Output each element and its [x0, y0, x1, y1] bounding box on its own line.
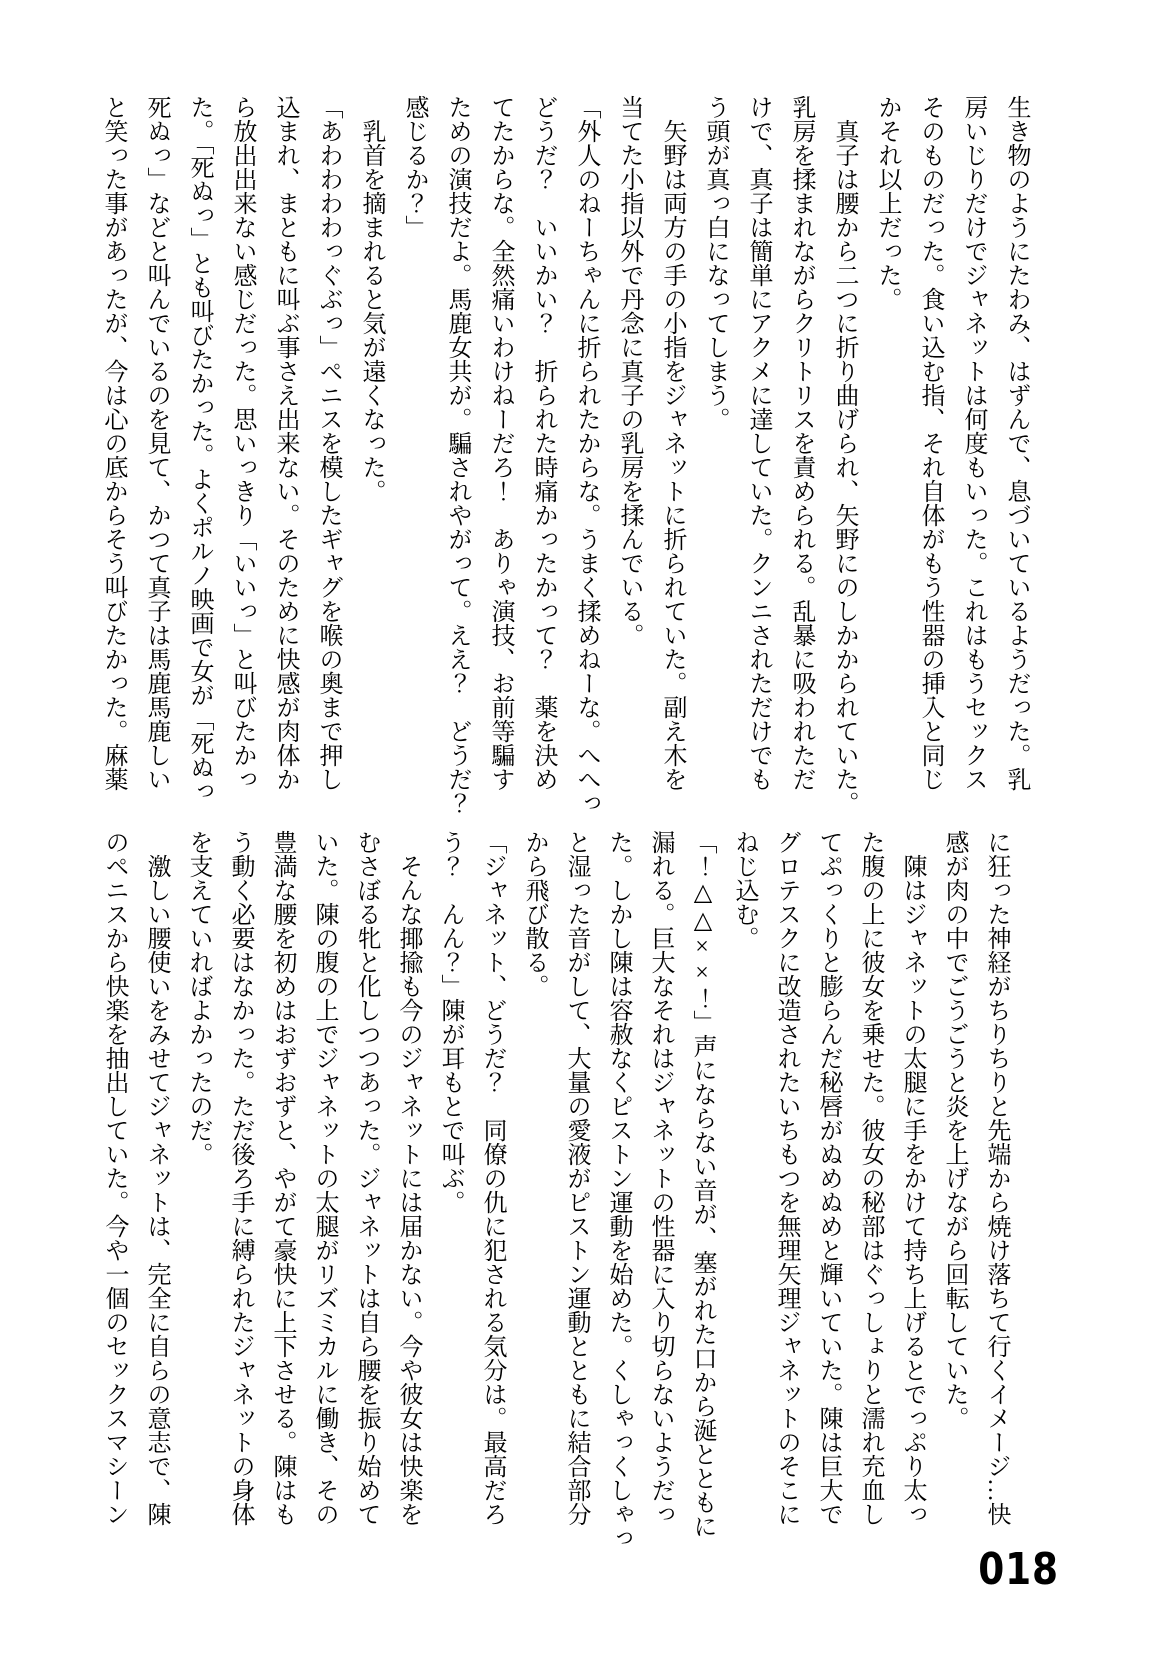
text-column: 陳はジャネットの太腿に手をかけて持ち上げるとでっぷり太っ: [899, 830, 925, 1526]
text-column: う動く必要はなかった。ただ後ろ手に縛られたジャネットの身体: [227, 830, 253, 1526]
text-column: そんな揶揄も今のジャネットには届かない。今や彼女は快楽を: [395, 830, 421, 1526]
text-column: う？ んん？」陳が耳もとで叫ぶ。: [437, 830, 463, 1214]
text-column: 死ぬっ」などと叫んでいるのを見て、かつて真子は馬鹿馬鹿しい: [143, 95, 169, 791]
text-block-bottom: [93, 830, 1017, 1550]
text-column: かそれ以上だった。: [874, 95, 900, 311]
text-column: 乳首を摘まれると気が遠くなった。: [358, 95, 384, 503]
text-column: ための演技だよ。馬鹿女共が。騙されやがって。ええ？ どうだ？: [444, 95, 470, 815]
text-column: に狂った神経がちりちりと先端から焼け落ちて行くイメージ…快: [983, 830, 1009, 1526]
text-column: 「！△△××！」声にならない音が、塞がれた口から涎とともに: [689, 830, 715, 1538]
text-column: 当てた小指以外で丹念に真子の乳房を揉んでいる。: [616, 95, 642, 647]
text-column: 感じるか？」: [401, 95, 427, 239]
text-column: 「外人のねーちゃんに折られたからな。うまく揉めねーな。へへっ: [573, 95, 599, 815]
text-column: 生き物のようにたわみ、はずんで、息づいているようだった。乳: [1003, 95, 1029, 791]
text-column: どうだ？ いいかい？ 折られた時痛かったかって？ 薬を決め: [530, 95, 556, 791]
text-column: た腹の上に彼女を乗せた。彼女の秘部はぐっしょりと濡れ充血し: [857, 830, 883, 1526]
page-number: 018: [978, 1544, 1059, 1595]
text-column: 「ジャネット、どうだ？ 同僚の仇に犯される気分は。最高だろ: [479, 830, 505, 1526]
text-column: ら放出出来ない感じだった。思いっきり「いいっ」と叫びたかっ: [229, 95, 255, 791]
text-column: 房いじりだけでジャネットは何度もいった。これはもうセックス: [960, 95, 986, 791]
text-column: 感が肉の中でごうごうと炎を上げながら回転していた。: [941, 830, 967, 1430]
text-column: た。「死ぬっ」とも叫びたかった。よくポルノ映画で女が「死ぬっ: [186, 95, 212, 803]
text-column: 乳房を揉まれながらクリトリスを責められる。乱暴に吸われただ: [788, 95, 814, 791]
text-column: を支えていればよかったのだ。: [185, 830, 211, 1166]
text-block-top: [91, 95, 1037, 815]
text-column: 矢野は両方の手の小指をジャネットに折られていた。副え木を: [659, 95, 685, 791]
text-column: けで、真子は簡単にアクメに達していた。クンニされただけでも: [745, 95, 771, 791]
text-column: そのものだった。食い込む指、それ自体がもう性器の挿入と同じ: [917, 95, 943, 791]
text-column: 豊満な腰を初めはおずおずと、やがて豪快に上下させる。陳はも: [269, 830, 295, 1526]
text-column: た。しかし陳は容赦なくピストン運動を始めた。くしゃっくしゃっ: [605, 830, 631, 1550]
text-column: ねじ込む。: [731, 830, 757, 950]
text-column: グロテスクに改造されたいちもつを無理矢理ジャネットのそこに: [773, 830, 799, 1526]
text-column: 「あわわわわっぐぶっ」ペニスを模したギャグを喉の奥まで押し: [315, 95, 341, 791]
text-column: から飛び散る。: [521, 830, 547, 998]
text-column: う頭が真っ白になってしまう。: [702, 95, 728, 431]
text-column: 漏れる。巨大なそれはジャネットの性器に入り切らないようだっ: [647, 830, 673, 1526]
text-column: 込まれ、まともに叫ぶ事さえ出来ない。そのために快感が肉体か: [272, 95, 298, 791]
text-column: 激しい腰使いをみせてジャネットは、完全に自らの意志で、陳: [143, 830, 169, 1526]
text-column: 真子は腰から二つに折り曲げられ、矢野にのしかかられていた。: [831, 95, 857, 815]
text-column: てたからな。全然痛いわけねーだろ！ ありゃ演技、お前等騙す: [487, 95, 513, 791]
text-column: てぷっくりと膨らんだ秘唇がぬめぬめと輝いていた。陳は巨大で: [815, 830, 841, 1526]
text-column: むさぼる牝と化しつつあった。ジャネットは自ら腰を振り始めて: [353, 830, 379, 1526]
text-column: いた。陳の腹の上でジャネットの太腿がリズミカルに働き、その: [311, 830, 337, 1526]
text-column: のペニスから快楽を抽出していた。今や一個のセックスマシーン: [101, 830, 127, 1526]
text-column: と笑った事があったが、今は心の底からそう叫びたかった。麻薬: [100, 95, 126, 791]
text-column: と湿った音がして、大量の愛液がピストン運動とともに結合部分: [563, 830, 589, 1526]
